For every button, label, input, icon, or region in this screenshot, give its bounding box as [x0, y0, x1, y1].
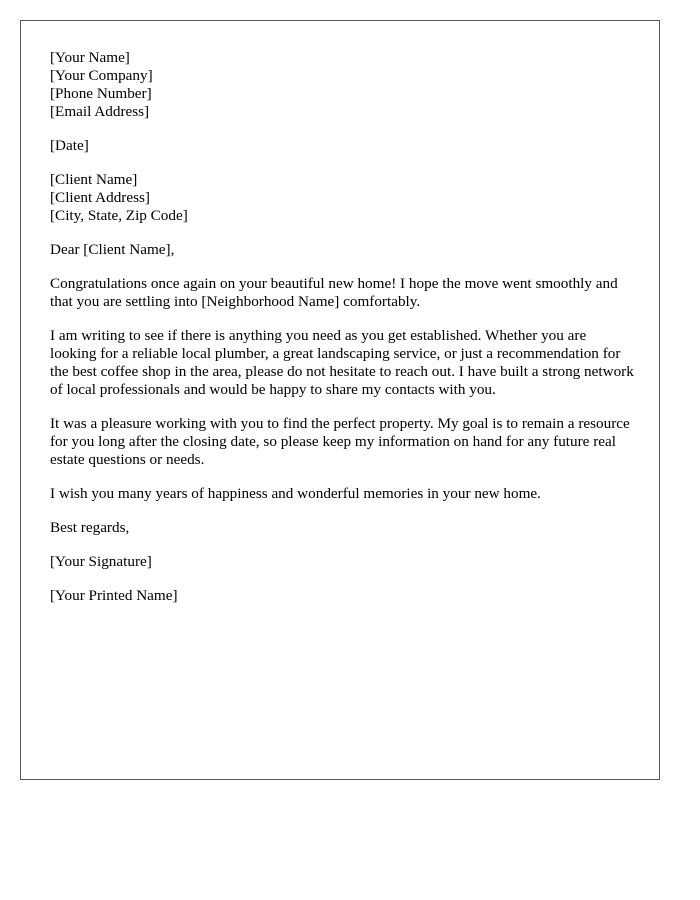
closing: Best regards, — [50, 519, 130, 536]
recipient-block — [50, 171, 634, 225]
recipient-city-state-zip: [City, State, Zip Code] — [50, 207, 188, 224]
sender-phone: [Phone Number] — [50, 85, 152, 102]
paragraph: Congratulations once again on your beautiful new home! I hope the move went smoothly and that you are settling into [Neighborhood Name] comfortably. — [50, 275, 618, 310]
sender-name: [Your Name] — [50, 49, 130, 66]
date-block — [50, 137, 634, 155]
paragraph: It was a pleasure working with you to find the perfect property. My goal is to remain a resource for you long after the closing date, so please keep my information on hand for any future real estate questions or needs. — [50, 415, 630, 468]
sender-block — [50, 49, 634, 121]
printed-name: [Your Printed Name] — [50, 587, 178, 604]
letter-body — [50, 49, 634, 621]
paragraph: I am writing to see if there is anything you need as you get established. Whether you are looking for a reliable local plumber, a great landscaping service, or just a recommendation for the best coffee shop in the area, please do not hesitate to reach out. I have built a strong network of local professionals and would be happy to share my contacts with you. — [50, 327, 634, 398]
salutation: Dear [Client Name], — [50, 241, 175, 258]
recipient-name: [Client Name] — [50, 171, 138, 188]
recipient-address: [Client Address] — [50, 189, 150, 206]
paragraph: I wish you many years of happiness and wonderful memories in your new home. — [50, 485, 541, 502]
letter-page — [20, 20, 660, 780]
letter-date: [Date] — [50, 137, 89, 154]
sender-email: [Email Address] — [50, 103, 150, 120]
signature: [Your Signature] — [50, 553, 152, 570]
sender-company: [Your Company] — [50, 67, 153, 84]
